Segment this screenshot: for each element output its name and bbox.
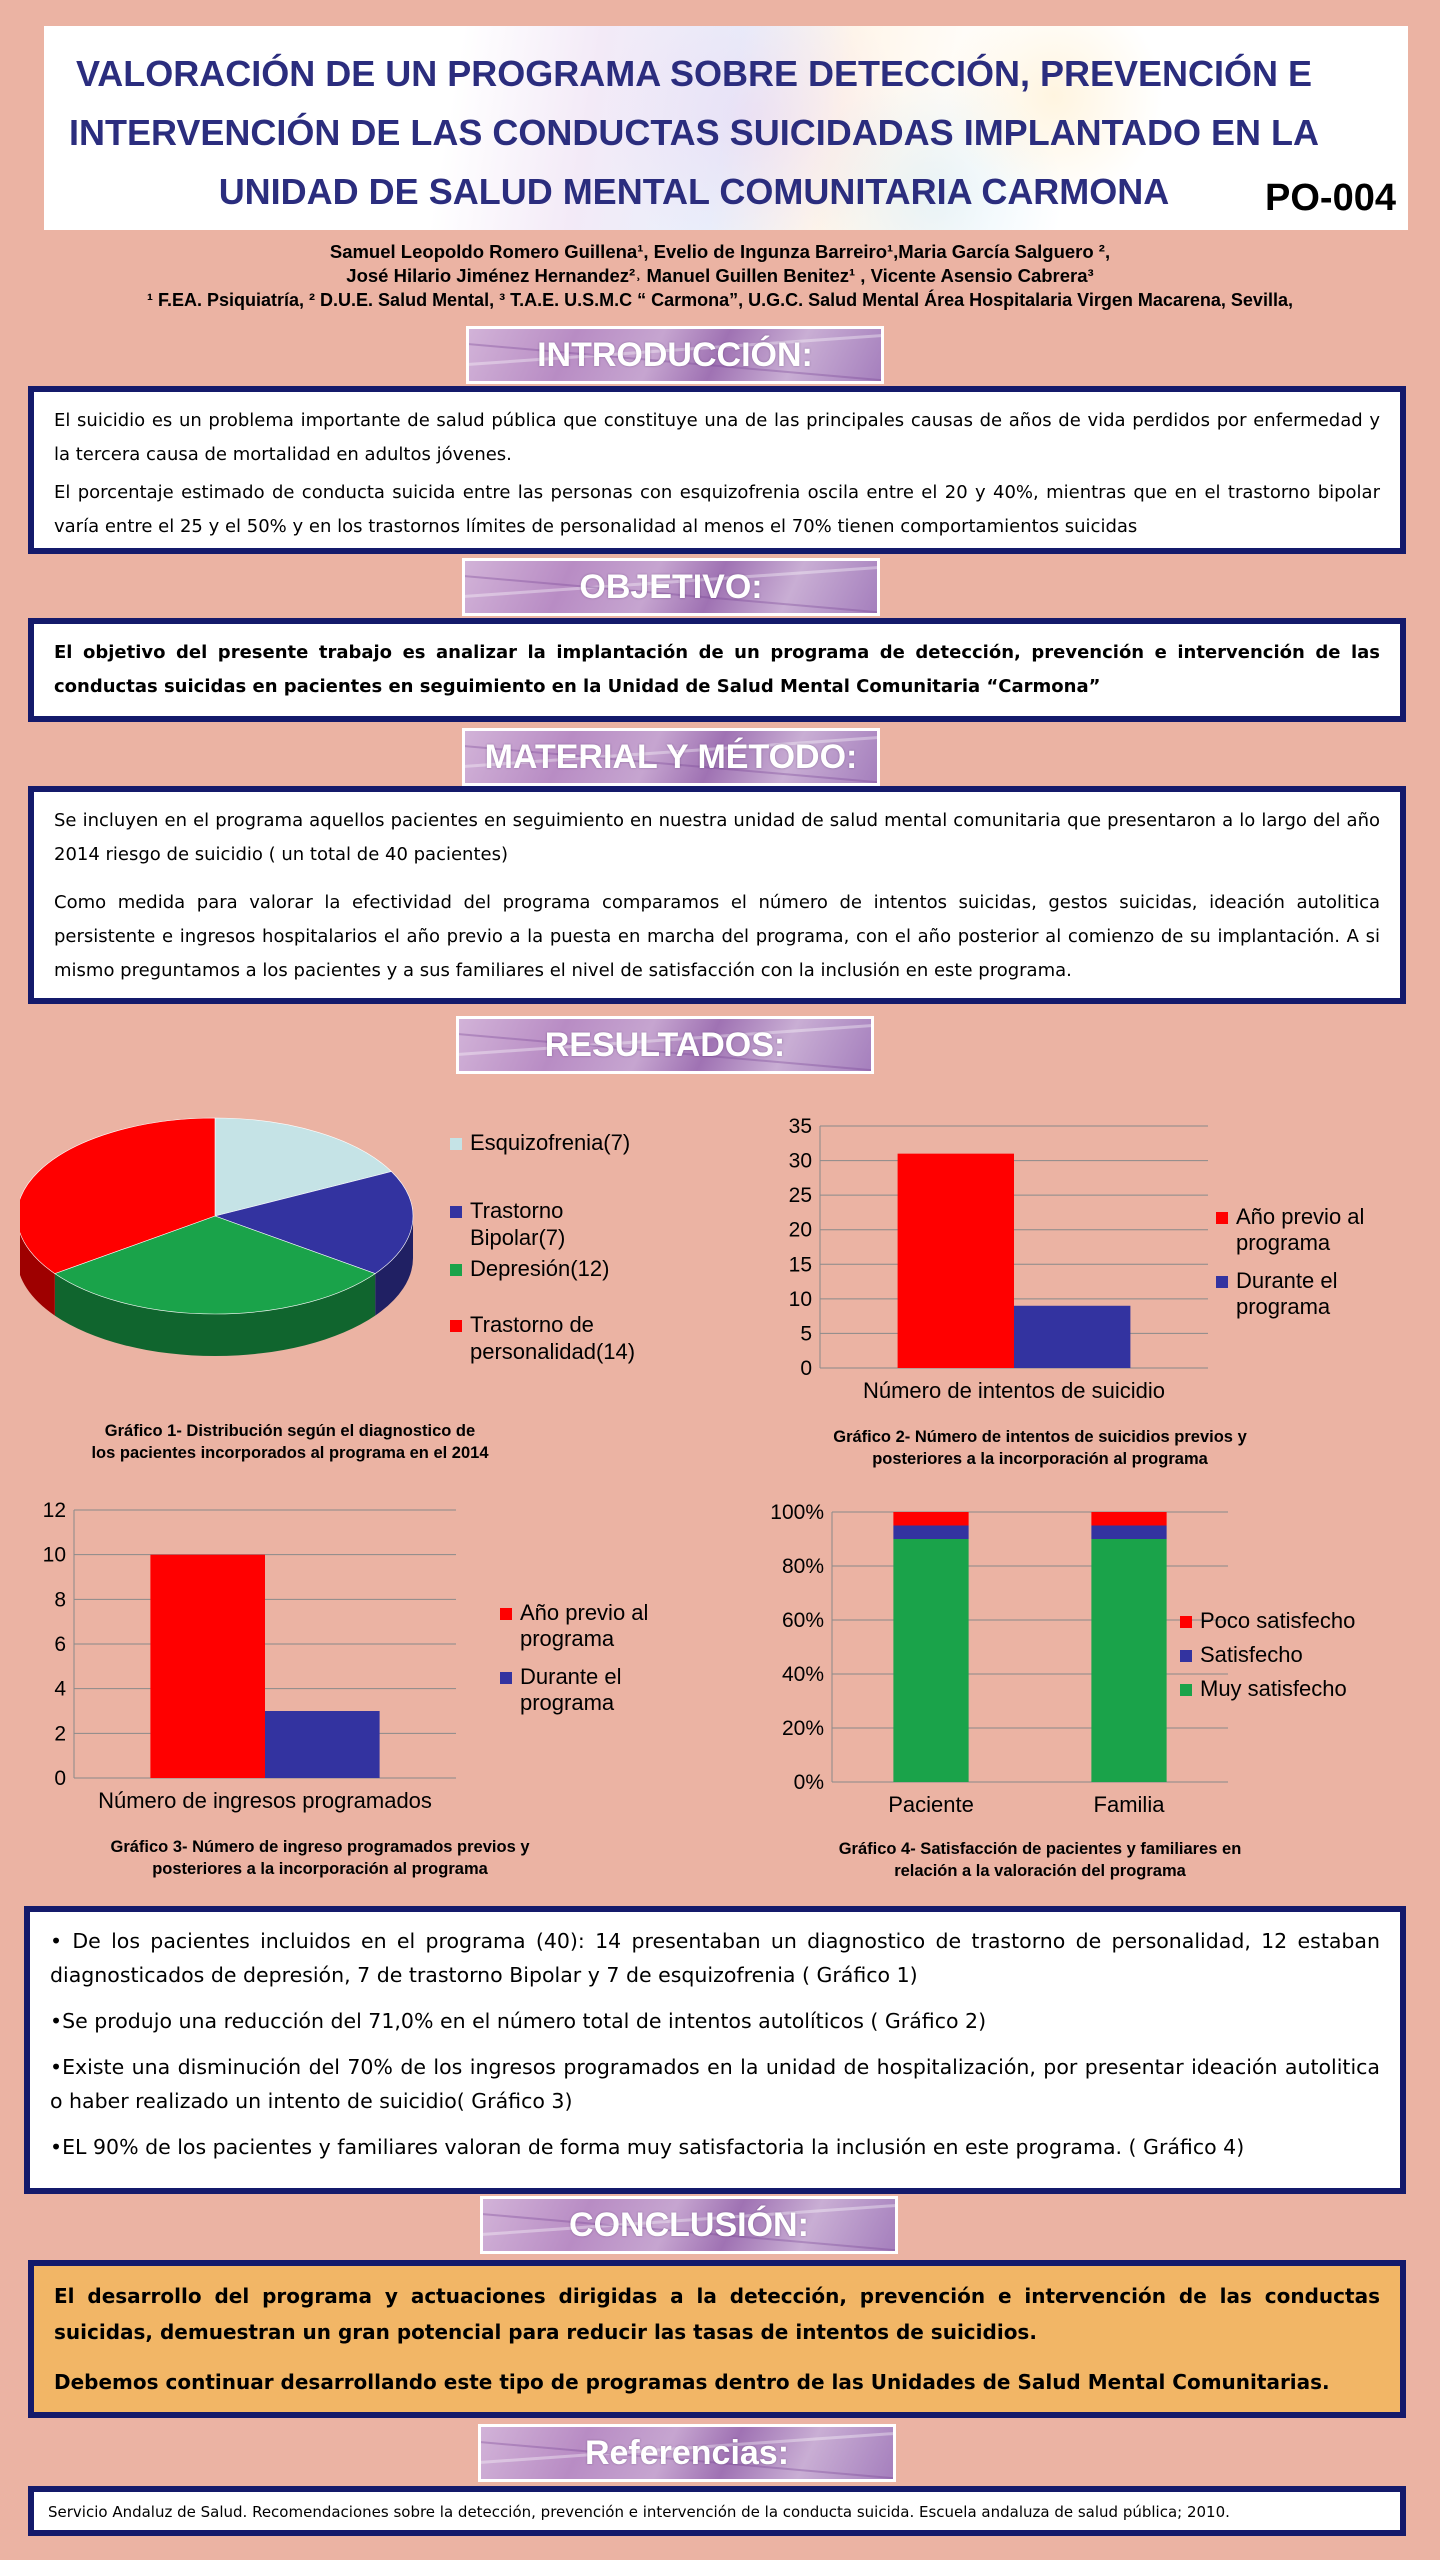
x-tick-label: Paciente bbox=[888, 1792, 974, 1817]
bar-año-previo-al-programa bbox=[898, 1154, 1014, 1368]
chart2-caption bbox=[760, 1426, 1320, 1470]
chart3-caption bbox=[40, 1836, 600, 1880]
references-box bbox=[28, 2486, 1406, 2536]
legend-label: Trastorno bbox=[470, 1198, 564, 1223]
y-tick-label: 10 bbox=[42, 1543, 66, 1567]
bar-año-previo-al-programa bbox=[150, 1555, 265, 1778]
title-line: VALORACIÓN DE UN PROGRAMA SOBRE DETECCIÓN, PREVENCIÓN E bbox=[75, 53, 1313, 94]
chart3-caption-line: posteriores a la incorporación al programa bbox=[152, 1860, 488, 1878]
objective-text: El objetivo del presente trabajo es analizar la implantación de un programa de detección, prevención e intervención de las conductas suicidas en pacientes en seguimiento en la Unidad de Salud Mental Comunitaria “Carmona” bbox=[54, 642, 1380, 697]
y-tick-label: 100% bbox=[770, 1501, 824, 1524]
y-tick-label: 30 bbox=[788, 1149, 812, 1173]
y-tick-label: 35 bbox=[788, 1115, 812, 1138]
legend-label: Depresión(12) bbox=[470, 1256, 610, 1281]
results-heading bbox=[456, 1016, 874, 1074]
chart1-caption bbox=[40, 1420, 540, 1464]
y-tick-label: 15 bbox=[788, 1253, 812, 1277]
legend-swatch bbox=[500, 1672, 512, 1684]
chart3-caption-line: Gráfico 3- Número de ingreso programados previos y bbox=[110, 1838, 530, 1856]
legend-label: personalidad(14) bbox=[470, 1339, 636, 1364]
legend-label: Muy satisfecho bbox=[1200, 1676, 1347, 1701]
intro-heading bbox=[466, 326, 884, 384]
chart-satisfaction bbox=[760, 1490, 1420, 1830]
conclusion-paragraph: El desarrollo del programa y actuaciones dirigidas a la detección, prevención e intervención de las conductas suicidas, demuestran un gran potencial para reducir las tasas de intentos de suicidios. bbox=[54, 2284, 1380, 2344]
results-paragraph: •EL 90% de los pacientes y familiares valoran de forma muy satisfactoria la inclusión en este programa. ( Gráfico 4) bbox=[50, 2135, 1245, 2159]
legend-label: Esquizofrenia(7) bbox=[470, 1130, 631, 1155]
reference-item: Servicio Andaluz de Salud. Recomendaciones sobre la detección, prevención e intervención de la conducta suicida. Escuela andaluza de salud pública; 2010. bbox=[48, 2503, 1230, 2521]
bar-poco-satisfecho bbox=[893, 1512, 968, 1526]
y-tick-label: 20% bbox=[781, 1717, 824, 1740]
x-tick-label: Número de intentos de suicidio bbox=[862, 1378, 1166, 1403]
intro-heading-label: INTRODUCCIÓN: bbox=[537, 335, 813, 374]
legend-swatch bbox=[500, 1608, 512, 1620]
bar-satisfecho bbox=[893, 1526, 968, 1540]
y-tick-label: 0 bbox=[800, 1357, 812, 1380]
y-tick-label: 25 bbox=[788, 1184, 812, 1208]
y-tick-label: 80% bbox=[781, 1555, 824, 1578]
x-tick-label: Número de ingresos programados bbox=[98, 1788, 432, 1813]
y-tick-label: 60% bbox=[781, 1609, 824, 1632]
method-paragraph: Como medida para valorar la efectividad del programa comparamos el número de intentos suicidas, gestos suicidas, ideación autolitica persistente e ingresos hospitalarios el año previo a la puesta en marcha del programa, con el año posterior al comienzo de su implantación. A si mismo preguntamos a los pacientes y a sus familiares el nivel de satisfacción con la inclusión en este programa. bbox=[54, 892, 1380, 981]
bar-durante-el-programa bbox=[265, 1711, 380, 1778]
y-tick-label: 20 bbox=[788, 1218, 812, 1242]
chart1-caption-line: Gráfico 1- Distribución según el diagnostico de bbox=[104, 1422, 476, 1440]
legend-label: Bipolar(7) bbox=[470, 1225, 566, 1250]
results-heading-label: RESULTADOS: bbox=[544, 1025, 786, 1064]
y-tick-label: 10 bbox=[788, 1287, 812, 1311]
authors-line: José Hilario Jiménez Hernandez²˒ Manuel Guillen Benitez¹ , Vicente Asensio Cabrera³ bbox=[346, 265, 1094, 286]
method-heading-label: MATERIAL Y MÉTODO: bbox=[484, 737, 858, 776]
results-box bbox=[24, 1906, 1406, 2194]
chart1-caption-line: los pacientes incorporados al programa en el 2014 bbox=[91, 1444, 489, 1462]
y-tick-label: 8 bbox=[54, 1588, 66, 1612]
y-tick-label: 0 bbox=[54, 1767, 66, 1790]
authors-line: Samuel Leopoldo Romero Guillena¹, Evelio de Ingunza Barreiro¹,Maria García Salguero ², bbox=[329, 241, 1111, 262]
chart2-caption-line: posteriores a la incorporación al programa bbox=[872, 1450, 1208, 1468]
chart-suicide-attempts bbox=[760, 1104, 1420, 1420]
y-tick-label: 4 bbox=[54, 1677, 66, 1701]
chart-diagnosis-pie bbox=[20, 1096, 710, 1416]
legend-label: programa bbox=[520, 1626, 615, 1651]
results-paragraph: • De los pacientes incluidos en el programa (40): 14 presentaban un diagnostico de trastorno de personalidad, 12 estaban diagnosticados de depresión, 7 de trastorno Bipolar y 7 de esquizofrenia ( Gráfico 1) bbox=[50, 1929, 1380, 1987]
legend-label: Poco satisfecho bbox=[1200, 1608, 1356, 1633]
y-tick-label: 40% bbox=[781, 1663, 824, 1686]
conclusion-heading-label: CONCLUSIÓN: bbox=[569, 2205, 809, 2244]
bar-poco-satisfecho bbox=[1091, 1512, 1166, 1526]
method-paragraph: Se incluyen en el programa aquellos pacientes en seguimiento en nuestra unidad de salud mental comunitaria que presentaron a lo largo del año 2014 riesgo de suicidio ( un total de 40 pacientes) bbox=[54, 810, 1380, 865]
legend-label: Satisfecho bbox=[1200, 1642, 1303, 1667]
poster-title bbox=[64, 44, 1324, 221]
conclusion-box bbox=[28, 2260, 1406, 2418]
bar-muy-satisfecho bbox=[893, 1539, 968, 1782]
legend-swatch bbox=[450, 1264, 462, 1276]
y-tick-label: 2 bbox=[54, 1722, 66, 1746]
y-tick-label: 12 bbox=[42, 1499, 66, 1522]
intro-paragraph: El suicidio es un problema importante de salud pública que constituye una de las principales causas de años de vida perdidos por enfermedad y la tercera causa de mortalidad en adultos jóvenes. bbox=[54, 410, 1380, 465]
legend-label: Durante el bbox=[1236, 1268, 1338, 1293]
title-banner bbox=[44, 26, 1408, 230]
legend-swatch bbox=[1180, 1650, 1192, 1662]
legend-label: Año previo al bbox=[1236, 1204, 1365, 1229]
y-tick-label: 5 bbox=[800, 1322, 812, 1346]
legend-swatch bbox=[1216, 1212, 1228, 1224]
chart4-caption-line: Gráfico 4- Satisfacción de pacientes y familiares en bbox=[838, 1840, 1242, 1858]
poster-code: PO-004 bbox=[1265, 177, 1396, 219]
bar-durante-el-programa bbox=[1014, 1306, 1130, 1368]
conclusion-paragraph: Debemos continuar desarrollando este tipo de programas dentro de las Unidades de Salud Mental Comunitarias. bbox=[54, 2370, 1330, 2394]
legend-swatch bbox=[450, 1206, 462, 1218]
title-line: INTERVENCIÓN DE LAS CONDUCTAS SUICIDADAS IMPLANTADO EN LA bbox=[68, 112, 1320, 153]
authors-block bbox=[0, 240, 1440, 312]
x-tick-label: Familia bbox=[1093, 1792, 1165, 1817]
legend-swatch bbox=[450, 1320, 462, 1332]
legend-label: Año previo al bbox=[520, 1600, 649, 1625]
intro-paragraph: El porcentaje estimado de conducta suicida entre las personas con esquizofrenia oscila entre el 20 y 40%, mientras que en el trastorno bipolar varía entre el 25 y el 50% y en los trastornos límites de personalidad al menos el 70% tienen comportamientos suicidas bbox=[54, 482, 1380, 537]
references-heading bbox=[478, 2424, 896, 2482]
results-paragraph: •Se produjo una reducción del 71,0% en el número total de intentos autolíticos ( Gráfico 2) bbox=[50, 2009, 987, 2033]
legend-label: programa bbox=[1236, 1294, 1331, 1319]
objective-heading bbox=[462, 558, 880, 616]
objective-heading-label: OBJETIVO: bbox=[579, 567, 763, 606]
method-box bbox=[28, 786, 1406, 1004]
legend-label: programa bbox=[1236, 1230, 1331, 1255]
chart-scheduled-admissions bbox=[20, 1488, 720, 1828]
references-heading-label: Referencias: bbox=[584, 2433, 790, 2472]
intro-box bbox=[28, 386, 1406, 554]
y-tick-label: 6 bbox=[54, 1633, 66, 1656]
results-paragraph: •Existe una disminución del 70% de los ingresos programados en la unidad de hospitalización, por presentar ideación autolitica o haber realizado un intento de suicidio( Gráfico 3) bbox=[50, 2055, 1380, 2113]
chart2-caption-line: Gráfico 2- Número de intentos de suicidios previos y bbox=[833, 1428, 1247, 1446]
legend-swatch bbox=[450, 1138, 462, 1150]
y-tick-label: 0% bbox=[793, 1771, 824, 1794]
chart4-caption-line: relación a la valoración del programa bbox=[894, 1862, 1186, 1880]
legend-label: Trastorno de bbox=[470, 1312, 594, 1337]
objective-box bbox=[28, 618, 1406, 722]
bar-satisfecho bbox=[1091, 1526, 1166, 1540]
legend-swatch bbox=[1180, 1684, 1192, 1696]
conclusion-heading bbox=[480, 2196, 898, 2254]
legend-swatch bbox=[1216, 1276, 1228, 1288]
affiliations-line: ¹ F.EA. Psiquiatría, ² D.U.E. Salud Mental, ³ T.A.E. U.S.M.C “ Carmona”, U.G.C. Salud Mental Área Hospitalaria Virgen Macarena, Sevilla, bbox=[147, 290, 1293, 310]
bar-muy-satisfecho bbox=[1091, 1539, 1166, 1782]
legend-label: programa bbox=[520, 1690, 615, 1715]
title-line: UNIDAD DE SALUD MENTAL COMUNITARIA CARMONA bbox=[218, 171, 1170, 212]
legend-label: Durante el bbox=[520, 1664, 622, 1689]
legend-swatch bbox=[1180, 1616, 1192, 1628]
chart4-caption bbox=[760, 1838, 1320, 1882]
method-heading bbox=[462, 728, 880, 786]
